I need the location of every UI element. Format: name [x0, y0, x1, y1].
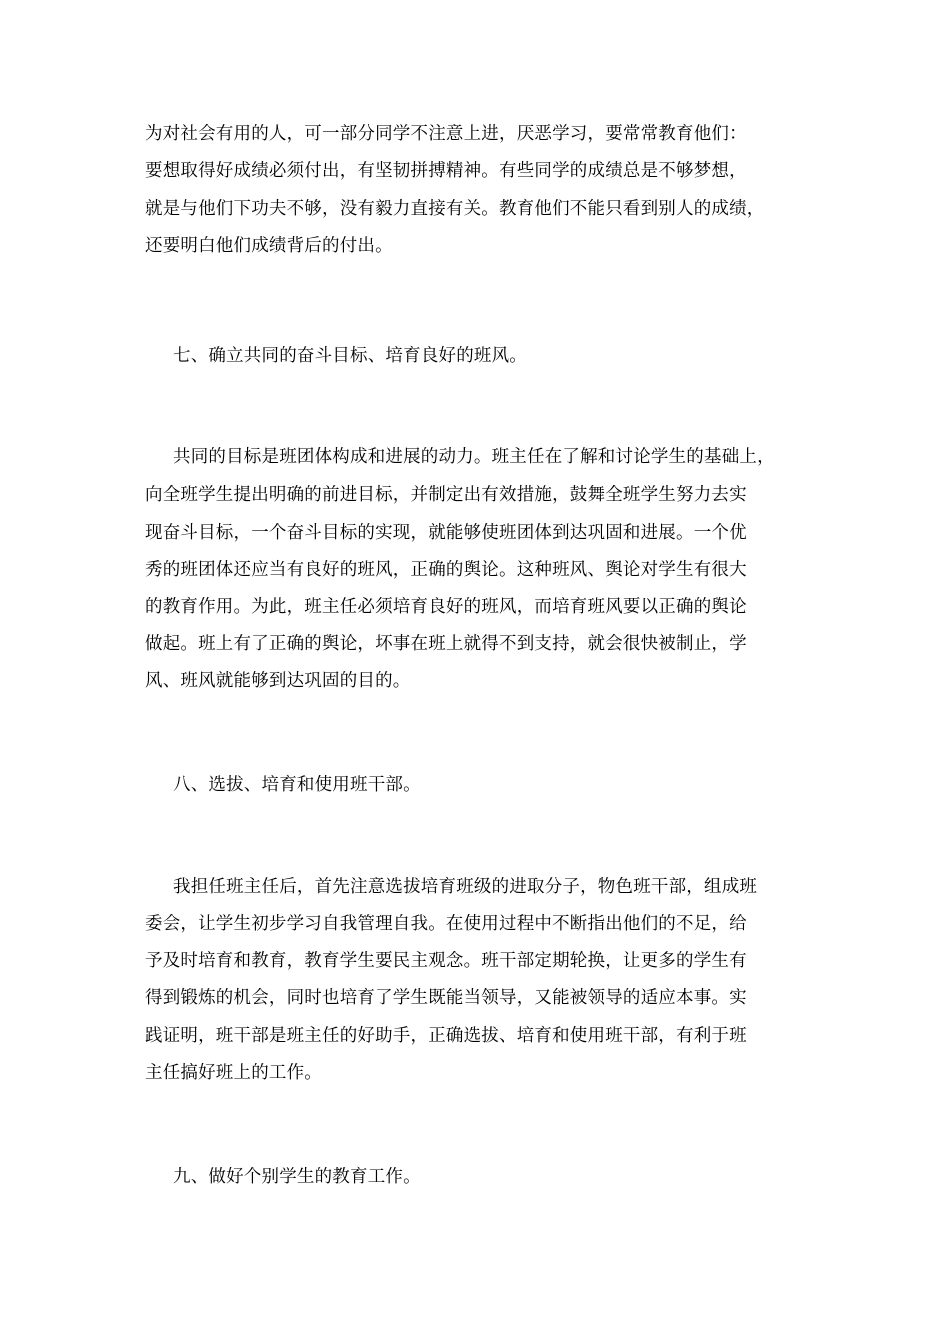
paragraph-line: 得到锻炼的机会，同时也培育了学生既能当领导，又能被领导的适应本事。实	[145, 988, 747, 1008]
paragraph-line: 还要明白他们成绩背后的付出。	[145, 236, 393, 256]
paragraph-line: 我担任班主任后，首先注意选拔培育班级的进取分子，物色班干部，组成班	[173, 877, 758, 897]
paragraph-line: 要想取得好成绩必须付出，有坚韧拼搏精神。有些同学的成绩总是不够梦想，	[145, 161, 747, 181]
paragraph-line: 秀的班团体还应当有良好的班风，正确的舆论。这种班风、舆论对学生有很大	[145, 560, 747, 580]
section-heading-9: 九、做好个别学生的教育工作。	[173, 1167, 421, 1187]
paragraph-line: 主任搞好班上的工作。	[145, 1063, 322, 1083]
paragraph-line: 共同的目标是班团体构成和进展的动力。班主任在了解和讨论学生的基础上，	[173, 447, 775, 467]
paragraph-line: 为对社会有用的人，可一部分同学不注意上进，厌恶学习，要常常教育他们：	[145, 124, 747, 144]
paragraph-line: 就是与他们下功夫不够，没有毅力直接有关。教育他们不能只看到别人的成绩，	[145, 199, 765, 219]
paragraph-line: 向全班学生提出明确的前进目标，并制定出有效措施，鼓舞全班学生努力去实	[145, 485, 747, 505]
paragraph-line: 现奋斗目标，一个奋斗目标的实现，就能够使班团体到达巩固和进展。一个优	[145, 523, 747, 543]
paragraph-line: 予及时培育和教育，教育学生要民主观念。班干部定期轮换，让更多的学生有	[145, 951, 747, 971]
paragraph-line: 践证明，班干部是班主任的好助手，正确选拔、培育和使用班干部，有利于班	[145, 1026, 747, 1046]
paragraph-line: 做起。班上有了正确的舆论，坏事在班上就得不到支持，就会很快被制止，学	[145, 634, 747, 654]
paragraph-line: 委会，让学生初步学习自我管理自我。在使用过程中不断指出他们的不足，给	[145, 914, 747, 934]
section-heading-8: 八、选拔、培育和使用班干部。	[173, 775, 421, 795]
paragraph-line: 的教育作用。为此，班主任必须培育良好的班风，而培育班风要以正确的舆论	[145, 597, 747, 617]
section-heading-7: 七、确立共同的奋斗目标、培育良好的班风。	[173, 346, 527, 366]
paragraph-line: 风、班风就能够到达巩固的目的。	[145, 671, 411, 691]
